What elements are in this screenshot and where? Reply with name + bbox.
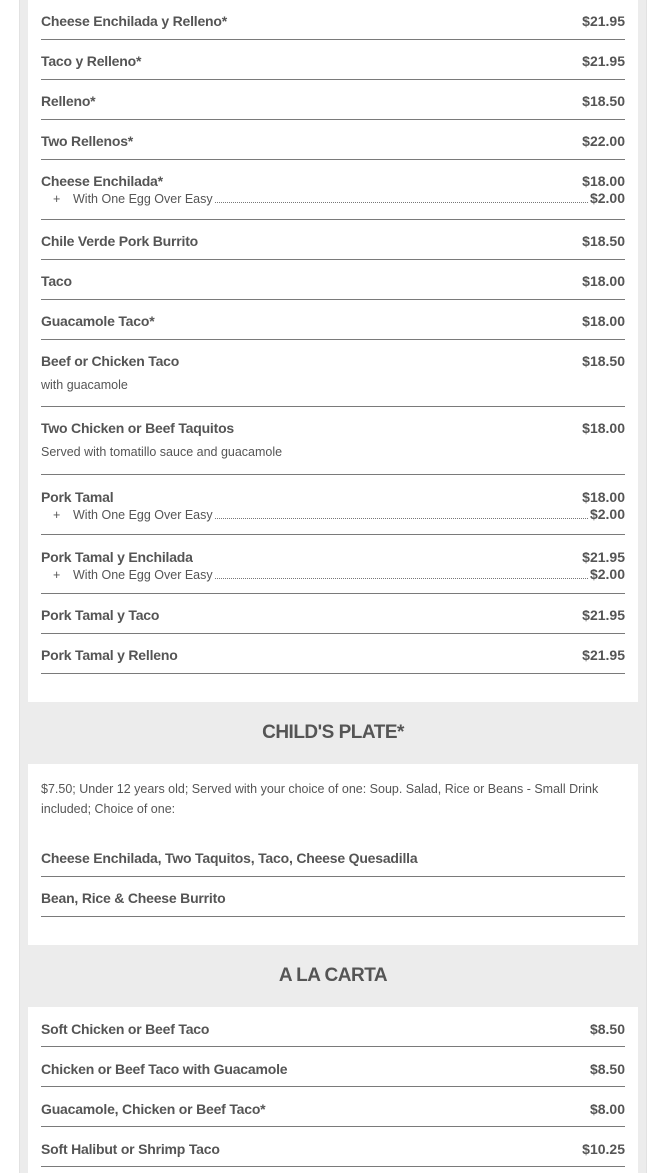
item-price: $21.95 [582, 549, 625, 565]
a-la-carta-list [27, 1007, 639, 1167]
item-price: $21.95 [582, 647, 625, 663]
item-name: Beef or Chicken Taco [41, 353, 180, 369]
item-name: Bean, Rice & Cheese Burrito [41, 890, 226, 906]
plus-icon: + [53, 508, 61, 522]
item-name: Taco [41, 273, 72, 289]
item-description: with guacamole [41, 378, 128, 392]
addon-label: With One Egg Over Easy [73, 192, 213, 206]
item-price: $18.00 [582, 273, 625, 289]
menu-item [41, 1047, 625, 1087]
childs-plate-intro: $7.50; Under 12 years old; Served with your choice of one: Soup. Salad, Rice or Beans - Small Drink included; Choice of one: [41, 782, 599, 816]
dot-leader [215, 202, 588, 203]
item-name: Two Rellenos* [41, 133, 134, 149]
item-price: $8.50 [589, 1021, 625, 1037]
dot-leader [215, 518, 588, 519]
menu-item [41, 40, 625, 80]
item-price: $18.00 [582, 420, 625, 436]
item-name: Cheese Enchilada* [41, 173, 163, 189]
plus-icon: + [53, 568, 61, 582]
menu-item [41, 1127, 625, 1167]
item-price: $21.95 [582, 607, 625, 623]
dot-leader [215, 578, 588, 579]
menu-item [41, 837, 625, 877]
item-price: $8.00 [589, 1101, 625, 1117]
item-price: $18.50 [582, 233, 625, 249]
item-price: $22.00 [582, 133, 625, 149]
menu-item [41, 80, 625, 120]
menu-item [41, 594, 625, 634]
item-description: Served with tomatillo sauce and guacamole [41, 445, 283, 459]
item-addon [41, 566, 625, 582]
menu-item [41, 535, 625, 594]
item-price: $21.95 [582, 13, 625, 29]
item-name: Pork Tamal [41, 489, 114, 505]
item-name: Pork Tamal y Enchilada [41, 549, 193, 565]
item-name: Pork Tamal y Taco [41, 607, 160, 623]
item-name: Taco y Relleno* [41, 53, 142, 69]
item-name: Soft Chicken or Beef Taco [41, 1021, 210, 1037]
item-name: Chile Verde Pork Burrito [41, 233, 199, 249]
addon-label: With One Egg Over Easy [73, 568, 213, 582]
item-name: Two Chicken or Beef Taquitos [41, 420, 235, 436]
item-price: $21.95 [582, 53, 625, 69]
item-price: $8.50 [589, 1061, 625, 1077]
item-price: $18.00 [582, 489, 625, 505]
item-addon [41, 190, 625, 206]
plus-icon: + [53, 192, 61, 206]
item-price: $18.00 [582, 173, 625, 189]
menu-item [41, 0, 625, 40]
item-name: Guacamole, Chicken or Beef Taco* [41, 1101, 266, 1117]
menu-item [41, 407, 625, 475]
section-title-childs-plate: CHILD'S PLATE* [27, 702, 639, 764]
menu-item [41, 1087, 625, 1127]
menu-item [41, 120, 625, 160]
item-price: $10.25 [582, 1141, 625, 1157]
menu-item [41, 877, 625, 917]
menu-item [41, 340, 625, 407]
addon-label: With One Egg Over Easy [73, 508, 213, 522]
item-name: Cheese Enchilada, Two Taquitos, Taco, Cheese Quesadilla [41, 850, 418, 866]
item-name: Cheese Enchilada y Relleno* [41, 13, 228, 29]
menu-item [41, 300, 625, 340]
item-name: Relleno* [41, 93, 96, 109]
item-addon [41, 506, 625, 522]
item-name: Pork Tamal y Relleno [41, 647, 178, 663]
menu-item [41, 220, 625, 260]
addon-price: $2.00 [589, 190, 625, 206]
menu-item [41, 160, 625, 220]
item-price: $18.50 [582, 353, 625, 369]
item-name: Chicken or Beef Taco with Guacamole [41, 1061, 288, 1077]
addon-price: $2.00 [589, 566, 625, 582]
menu-item [41, 1007, 625, 1047]
section-title-a-la-carta: A LA CARTA [27, 945, 639, 1007]
menu-item [41, 475, 625, 535]
item-name: Guacamole Taco* [41, 313, 155, 329]
childs-plate-list [27, 837, 639, 917]
menu-item [41, 260, 625, 300]
addon-price: $2.00 [589, 506, 625, 522]
menu-item [41, 634, 625, 674]
item-price: $18.50 [582, 93, 625, 109]
item-price: $18.00 [582, 313, 625, 329]
item-name: Soft Halibut or Shrimp Taco [41, 1141, 220, 1157]
plates-list [27, 0, 639, 674]
menu-content [27, 0, 639, 1167]
